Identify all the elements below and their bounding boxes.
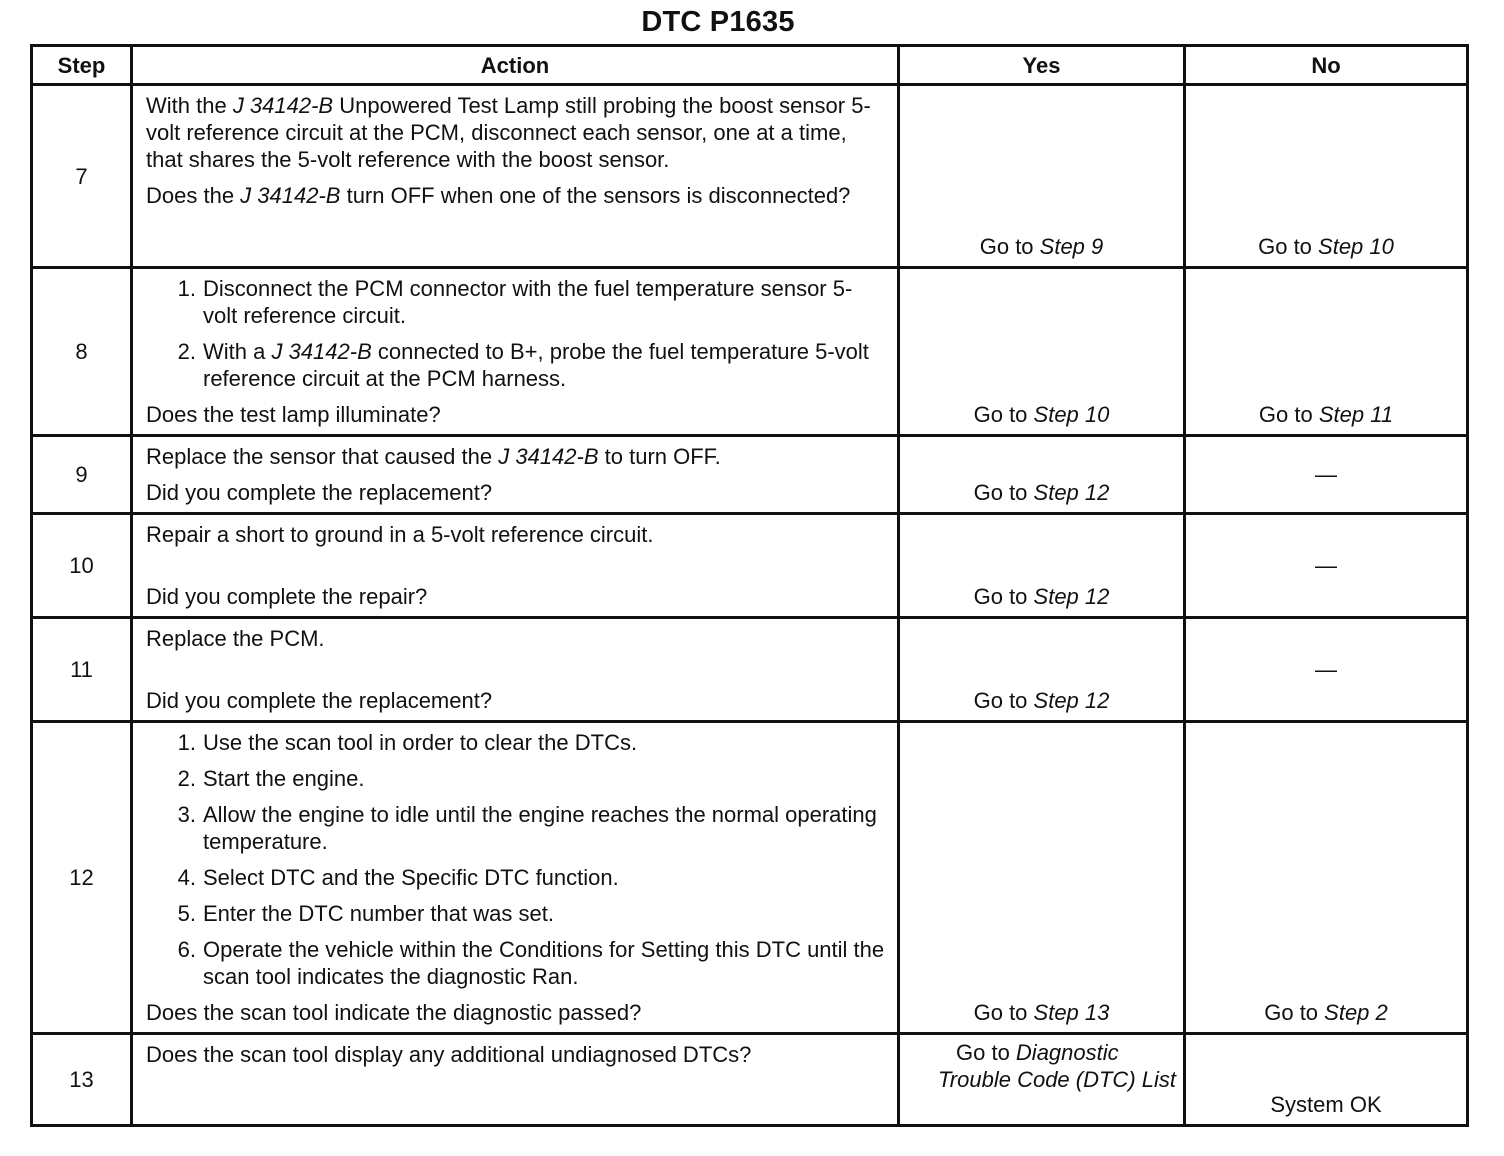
no-cell: — <box>1185 618 1468 722</box>
no-cell: Go to Step 10 <box>1185 85 1468 268</box>
header-step: Step <box>32 46 132 85</box>
action-question: Does the test lamp illuminate? <box>146 402 441 427</box>
step-number: 11 <box>32 618 132 722</box>
action-list <box>146 275 885 392</box>
header-action: Action <box>132 46 899 85</box>
action-question: Does the scan tool display any additional undiagnosed DTCs? <box>146 1042 752 1067</box>
list-item: 2 . With a J 34142-B connected to B+, probe the fuel temperature 5-volt reference circuit at the PCM harness. <box>146 338 885 392</box>
list-item: 3 . Allow the engine to idle until the engine reaches the normal operating temperature. <box>146 801 885 855</box>
yes-cell: Go to Diagnostic Trouble Code (DTC) List <box>899 1034 1185 1126</box>
no-cell: Go to Step 11 <box>1185 268 1468 436</box>
list-item: 1 . Use the scan tool in order to clear the DTCs. <box>146 729 885 756</box>
no-cell: — <box>1185 514 1468 618</box>
table-row <box>32 722 1468 1034</box>
yes-cell: Go to Step 13 <box>899 722 1185 1034</box>
table-row <box>32 436 1468 514</box>
step-number: 8 <box>32 268 132 436</box>
action-question: Did you complete the replacement? <box>146 688 493 713</box>
table-row <box>32 618 1468 722</box>
header-yes: Yes <box>899 46 1185 85</box>
step-number: 9 <box>32 436 132 514</box>
action-text: Replace the PCM. <box>146 626 325 651</box>
list-item: 4 . Select DTC and the Specific DTC function. <box>146 864 885 891</box>
action-question: Did you complete the repair? <box>146 584 428 609</box>
header-no: No <box>1185 46 1468 85</box>
table-row <box>32 85 1468 268</box>
action-list <box>146 729 885 990</box>
no-cell: — <box>1185 436 1468 514</box>
action-cell <box>132 514 899 618</box>
no-cell: System OK <box>1185 1034 1468 1126</box>
action-question: Does the J 34142-B turn OFF when one of the sensors is disconnected? <box>146 183 851 208</box>
action-text: With the J 34142-B Unpowered Test Lamp still probing the boost sensor 5-volt reference circuit at the PCM, disconnect each sensor, one at a time, that shares the 5-volt reference with the boost sensor. <box>146 93 871 172</box>
action-question: Did you complete the replacement? <box>146 480 493 505</box>
step-number: 12 <box>32 722 132 1034</box>
yes-cell: Go to Step 12 <box>899 618 1185 722</box>
action-cell <box>132 618 899 722</box>
list-item: 1 . Disconnect the PCM connector with the fuel temperature sensor 5-volt reference circuit. <box>146 275 885 329</box>
list-item: 6 . Operate the vehicle within the Conditions for Setting this DTC until the scan tool indicates the diagnostic Ran. <box>146 936 885 990</box>
yes-cell: Go to Step 12 <box>899 436 1185 514</box>
action-cell <box>132 1034 899 1126</box>
action-cell <box>132 722 899 1034</box>
step-number: 7 <box>32 85 132 268</box>
step-number: 13 <box>32 1034 132 1126</box>
action-text: Repair a short to ground in a 5-volt reference circuit. <box>146 522 654 547</box>
action-question: Does the scan tool indicate the diagnostic passed? <box>146 1000 642 1025</box>
yes-cell: Go to Step 10 <box>899 268 1185 436</box>
no-cell: Go to Step 2 <box>1185 722 1468 1034</box>
action-cell <box>132 436 899 514</box>
page-title: DTC P1635 <box>641 6 795 38</box>
header-row <box>32 46 1468 85</box>
action-cell <box>132 85 899 268</box>
yes-cell: Go to Step 12 <box>899 514 1185 618</box>
list-item: 5 . Enter the DTC number that was set. <box>146 900 885 927</box>
table-row <box>32 1034 1468 1126</box>
action-text: Replace the sensor that caused the J 34142-B to turn OFF. <box>146 444 721 469</box>
action-cell <box>132 268 899 436</box>
table-row <box>32 268 1468 436</box>
list-item: 2 . Start the engine. <box>146 765 885 792</box>
step-number: 10 <box>32 514 132 618</box>
diagnostic-table <box>30 44 1469 1127</box>
yes-cell: Go to Step 9 <box>899 85 1185 268</box>
table-row <box>32 514 1468 618</box>
